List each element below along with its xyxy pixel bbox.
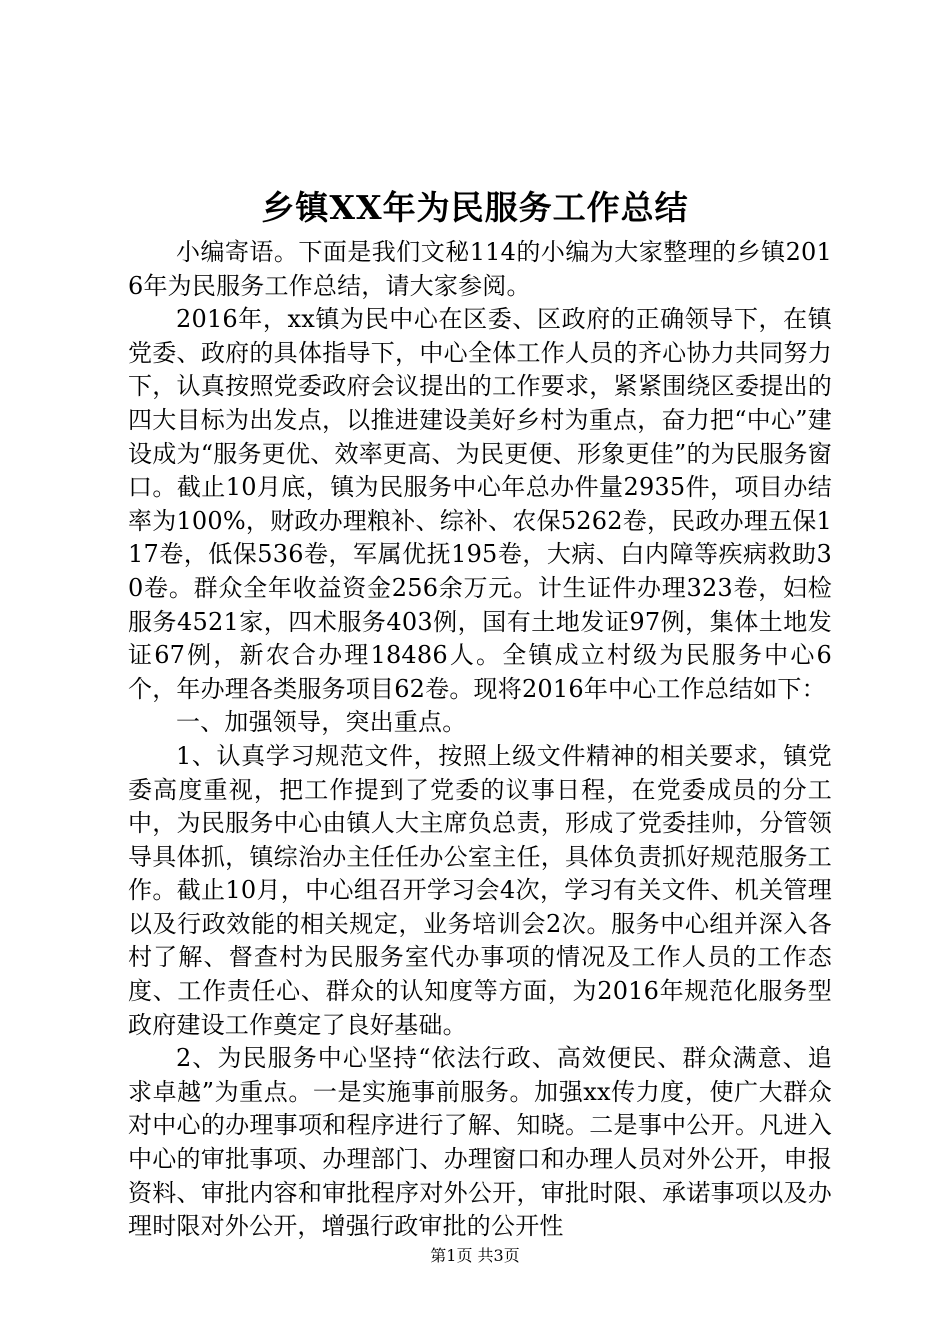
paragraph-overview: 2016年，xx镇为民中心在区委、区政府的正确领导下，在镇党委、政府的具体指导下，中心全体工作人员的齐心协力共同努力下，认真按照党委政府会议提出的工作要求，紧紧围绕区委提出的四大目标为出发点，以推进建设美好乡村为重点，奋力把“中心”建设成为“服务更优、效率更高、为民更便、形象更佳”的为民服务窗口。截止10月底，镇为民服务中心年总办件量2935件，项目办结率为100%，财政办理粮补、综补、农保5262卷，民政办理五保117卷，低保536卷，军属优抚195卷，大病、白内障等疾病救助30卷。群众全年收益资金256余万元。计生证件办理323卷，妇检服务4521家，四术服务403例，国有土地发证97例，集体土地发证67例，新农合办理18486人。全镇成立村级为民服务中心6个，年办理各类服务项目62卷。现将2016年中心工作总结如下： [128,305,832,703]
document-title: 乡镇XX年为民服务工作总结 [261,188,689,227]
paragraph-item-2: 2、为民服务中心坚持“依法行政、高效便民、群众满意、追求卓越”为重点。一是实施事前服务。加强xx传力度，使广大群众对中心的办理事项和程序进行了解、知晓。二是事中公开。凡进入中心的审批事项、办理部门、办理窗口和办理人员对外公开，申报资料、审批内容和审批程序对外公开，审批时限、承诺事项以及办理时限对外公开，增强行政审批的公开性 [128,1044,832,1241]
paragraph-intro: 小编寄语。下面是我们文秘114的小编为大家整理的乡镇2016年为民服务工作总结，请大家参阅。 [128,238,832,300]
page-footer: 第1页 共3页 [430,1246,520,1265]
paragraph-item-1: 1、认真学习规范文件，按照上级文件精神的相关要求，镇党委高度重视，把工作提到了党委的议事日程，在党委成员的分工中，为民服务中心由镇人大主席负总责，形成了党委挂帅，分管领导具体抓，镇综治办主任任办公室主任，具体负责抓好规范服务工作。截止10月，中心组召开学习会4次，学习有关文件、机关管理以及行政效能的相关规定，业务培训会2次。服务中心组并深入各村了解、督查村为民服务室代办事项的情况及工作人员的工作态度、工作责任心、群众的认知度等方面，为2016年规范化服务型政府建设工作奠定了良好基础。 [128,741,832,1039]
document-body [128,236,832,1244]
section-heading-1: 一、加强领导，突出重点。 [176,708,467,737]
